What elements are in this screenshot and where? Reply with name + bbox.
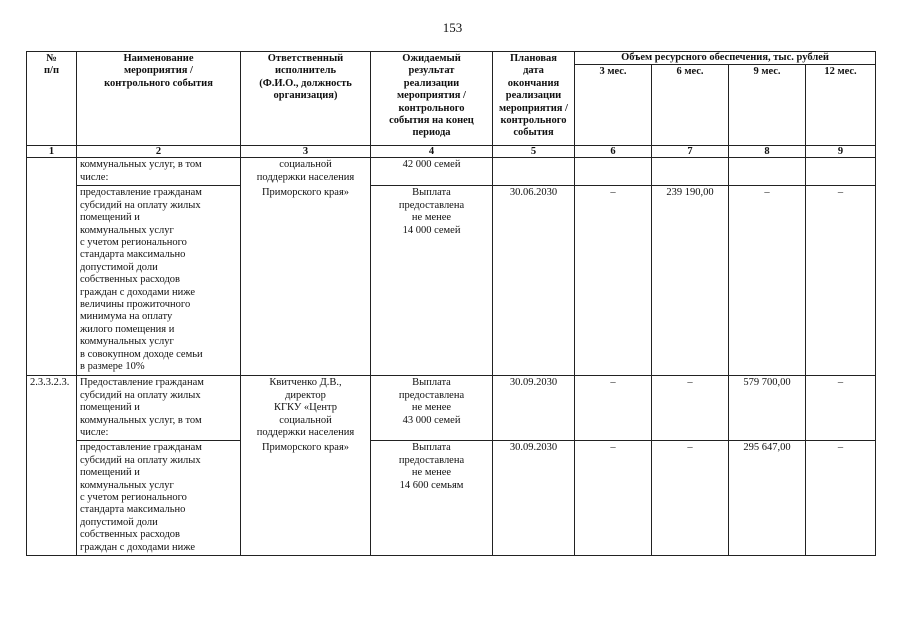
cell-3m: – bbox=[575, 376, 652, 441]
cell-no bbox=[27, 158, 77, 376]
cell-result: Выплата предоставлена не менее 43 000 семей bbox=[371, 376, 493, 441]
column-number: 7 bbox=[652, 146, 729, 158]
cell-responsible: Квитченко Д.В., директор КГКУ «Центр социальной поддержки населения bbox=[241, 376, 371, 441]
cell-name: предоставление гражданам субсидий на оплату жилых помещений и коммунальных услуг с учетом регионального стандарта максимально допустимой доли собственных расходов граждан с доходами ниже величины прожиточного минимума на оплату жилого помещения и коммунальных услуг в совокупном доходе семьи в размере 10% bbox=[77, 186, 241, 376]
cell-3m: – bbox=[575, 186, 652, 376]
cell-9m: 579 700,00 bbox=[729, 376, 806, 441]
column-number: 2 bbox=[77, 146, 241, 158]
cell-9m bbox=[729, 158, 806, 186]
cell-result: 42 000 семей bbox=[371, 158, 493, 186]
header-12m: 12 мес. bbox=[806, 65, 876, 146]
cell-12m: – bbox=[806, 376, 876, 441]
cell-name: предоставление гражданам субсидий на оплату жилых помещений и коммунальных услуг с учетом регионального стандарта максимально допустимой доли собственных расходов граждан с доходами ниже bbox=[77, 441, 241, 556]
header-responsible: Ответственный исполнитель (Ф.И.О., должность организация) bbox=[241, 52, 371, 146]
header-6m: 6 мес. bbox=[652, 65, 729, 146]
cell-12m bbox=[806, 158, 876, 186]
column-number-row bbox=[27, 146, 876, 158]
cell-6m: 239 190,00 bbox=[652, 186, 729, 376]
header-date: Плановая дата окончания реализации мероприятия / контрольного события bbox=[493, 52, 575, 146]
header-9m: 9 мес. bbox=[729, 65, 806, 146]
cell-9m: 295 647,00 bbox=[729, 441, 806, 556]
cell-result: Выплата предоставлена не менее 14 600 семьям bbox=[371, 441, 493, 556]
cell-responsible: Приморского края» bbox=[241, 441, 371, 556]
events-table bbox=[26, 51, 876, 556]
cell-6m: – bbox=[652, 441, 729, 556]
column-number: 5 bbox=[493, 146, 575, 158]
header-row-1 bbox=[27, 52, 876, 65]
column-number: 3 bbox=[241, 146, 371, 158]
cell-6m: – bbox=[652, 376, 729, 441]
column-number: 6 bbox=[575, 146, 652, 158]
cell-no: 2.3.3.2.3. bbox=[27, 376, 77, 556]
cell-date bbox=[493, 158, 575, 186]
cell-responsible: социальной поддержки населения bbox=[241, 158, 371, 186]
table-row bbox=[27, 441, 876, 556]
cell-6m bbox=[652, 158, 729, 186]
column-number: 8 bbox=[729, 146, 806, 158]
cell-3m bbox=[575, 158, 652, 186]
cell-responsible: Приморского края» bbox=[241, 186, 371, 376]
table-row bbox=[27, 376, 876, 441]
cell-date: 30.06.2030 bbox=[493, 186, 575, 376]
header-name: Наименование мероприятия / контрольного события bbox=[77, 52, 241, 146]
cell-9m: – bbox=[729, 186, 806, 376]
cell-name: коммунальных услуг, в том числе: bbox=[77, 158, 241, 186]
cell-date: 30.09.2030 bbox=[493, 376, 575, 441]
page-number: 153 bbox=[442, 20, 463, 35]
header-resources: Объем ресурсного обеспечения, тыс. рублей bbox=[575, 52, 876, 65]
cell-3m: – bbox=[575, 441, 652, 556]
cell-12m: – bbox=[806, 186, 876, 376]
cell-date: 30.09.2030 bbox=[493, 441, 575, 556]
cell-12m: – bbox=[806, 441, 876, 556]
cell-name: Предоставление гражданам субсидий на оплату жилых помещений и коммунальных услуг, в том числе: bbox=[77, 376, 241, 441]
column-number: 4 bbox=[371, 146, 493, 158]
cell-result: Выплата предоставлена не менее 14 000 семей bbox=[371, 186, 493, 376]
column-number: 1 bbox=[27, 146, 77, 158]
header-result: Ожидаемый результат реализации мероприятия / контрольного события на конец периода bbox=[371, 52, 493, 146]
header-3m: 3 мес. bbox=[575, 65, 652, 146]
table-row bbox=[27, 158, 876, 186]
column-number: 9 bbox=[806, 146, 876, 158]
header-no: № п/п bbox=[27, 52, 77, 146]
table-row bbox=[27, 186, 876, 376]
